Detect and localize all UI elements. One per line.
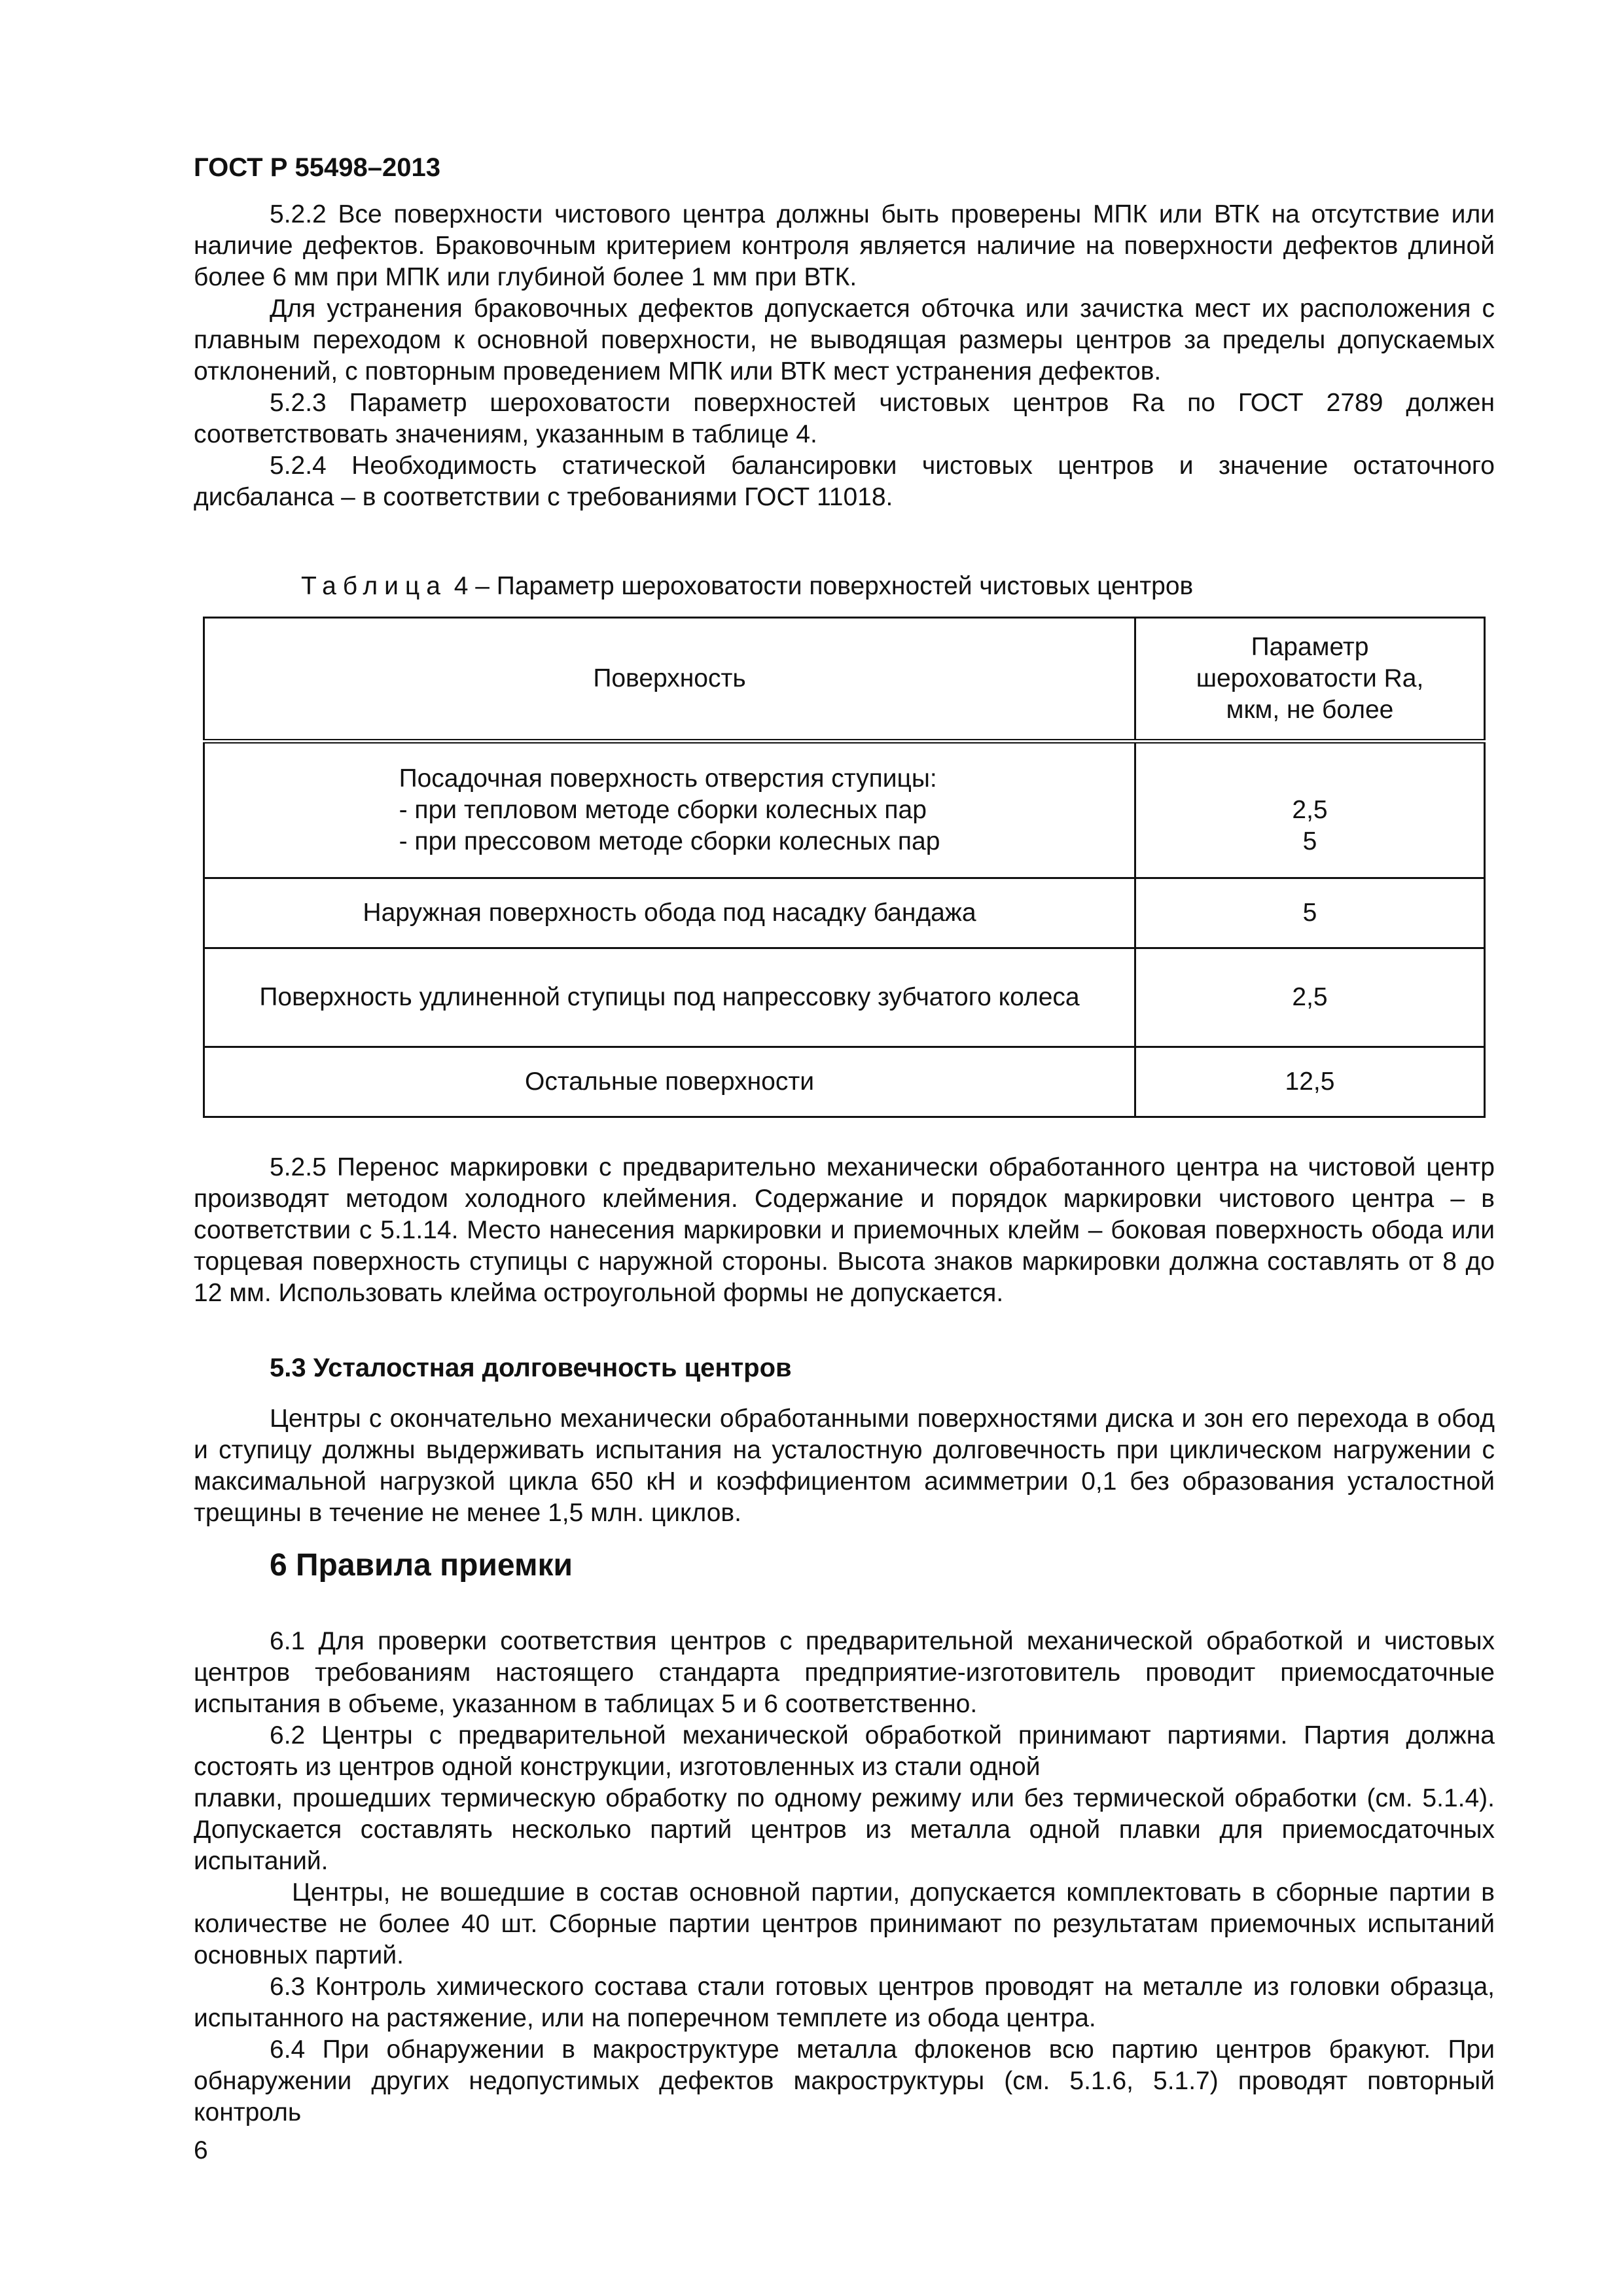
section-5-2-text <box>194 199 1495 513</box>
paragraph-6-2-combined-lots: Центры, не вошедшие в состав основной партии, допускается комплектовать в сборные партии в количестве не более 40 шт. Сборные партии центров принимают по результатам приемочных испытаний основных партий. <box>194 1878 1495 1969</box>
paragraph-defect-removal: Для устранения браковочных дефектов допускается обточка или зачистка мест их расположения с плавным переходом к основной поверхности, не выводящая размеры центров за пределы допускаемых отклонений, с повторным проведением МПК или ВТК мест устранения дефектов. <box>194 295 1495 386</box>
roughness-table <box>203 617 1486 1118</box>
value-cell <box>1135 742 1485 878</box>
surface-cell: Поверхность удлиненной ступицы под напрессовку зубчатого колеса <box>204 948 1135 1047</box>
table-caption-word: Таблица <box>301 572 447 600</box>
paragraph-5-3: Центры с окончательно механически обработанными поверхностями диска и зон его перехода в обод и ступицу должны выдерживать испытания на усталостную долговечность при циклическом нагружении с максимальной нагрузкой цикла 650 кН и коэффициентом асимметрии 0,1 без образования усталостной трещины в течение не менее 1,5 млн. циклов. <box>194 1405 1495 1527</box>
paragraph-5-2-5: 5.2.5 Перенос маркировки с предварительно механически обработанного центра на чистовой центр производят методом холодного клеймения. Содержание и порядок маркировки чистового центра – в соответствии с 5.1.14. Место нанесения маркировки и приемочных клейм – боковая поверхность обода или торцевая поверхность ступицы с наружной стороны. Высота знаков маркировки должна составлять от 8 до 12 мм. Использовать клейма остроугольной формы не допускается. <box>194 1153 1495 1307</box>
surface-cell-lines <box>399 763 940 857</box>
section-5-3-text <box>194 1403 1495 1529</box>
table-caption-text: 4 – Параметр шероховатости поверхностей чистовых центров <box>446 572 1194 600</box>
table-row <box>204 1047 1485 1117</box>
header-surface: Поверхность <box>204 618 1135 742</box>
value-cell: 2,5 <box>1135 948 1485 1047</box>
paragraph-5-2-4: 5.2.4 Необходимость статической балансировки чистовых центров и значение остаточного дисбаланса – в соответствии с требованиями ГОСТ 11018. <box>194 452 1495 511</box>
value-cell: 5 <box>1135 878 1485 948</box>
paragraph-6-3: 6.3 Контроль химического состава стали готовых центров проводят на металле из головки образца, испытанного на растяжение, или на поперечном темплете из обода центра. <box>194 1973 1495 2032</box>
surface-cell <box>204 742 1135 878</box>
table-header-row <box>204 618 1485 742</box>
paragraph-6-1: 6.1 Для проверки соответствия центров с предварительной механической обработкой и чистовых центров требованиям настоящего стандарта предприятие-изготовитель проводит приемосдаточные испытания в объеме, указанном в таблицах 5 и 6 соответственно. <box>194 1627 1495 1718</box>
header-param-line-3: мкм, не более <box>1226 696 1394 724</box>
value-cell: 12,5 <box>1135 1047 1485 1117</box>
section-6-text <box>194 1626 1495 2128</box>
value-line: 5 <box>1302 827 1317 855</box>
surface-cell: Остальные поверхности <box>204 1047 1135 1117</box>
header-roughness-parameter <box>1135 618 1485 742</box>
value-line: 2,5 <box>1292 796 1328 824</box>
section-6-heading: 6 Правила приемки <box>270 1548 573 1583</box>
paragraph-6-2: 6.2 Центры с предварительной механической обработкой принимают партиями. Партия должна состоять из центров одной конструкции, изготовленных из стали одной <box>194 1721 1495 1781</box>
header-param-line-1: Параметр <box>1251 633 1369 661</box>
section-5-2-5-text <box>194 1152 1495 1309</box>
header-param-line-2: шероховатости Ra, <box>1196 664 1424 692</box>
surface-cell: Наружная поверхность обода под насадку бандажа <box>204 878 1135 948</box>
table-row <box>204 948 1485 1047</box>
section-5-3-heading: 5.3 Усталостная долговечность центров <box>270 1354 792 1382</box>
table-row <box>204 878 1485 948</box>
surface-line: Посадочная поверхность отверстия ступицы: <box>399 764 937 793</box>
table-4-caption <box>301 571 1193 602</box>
surface-line: - при прессовом методе сборки колесных пар <box>399 827 940 855</box>
document-code-header: ГОСТ Р 55498–2013 <box>194 153 440 182</box>
paragraph-6-4: 6.4 При обнаружении в макроструктуре металла флокенов всю партию центров бракуют. При обнаружении других недопустимых дефектов макроструктуры (см. 5.1.6, 5.1.7) проводят повторный контроль <box>194 2036 1495 2126</box>
paragraph-5-2-3: 5.2.3 Параметр шероховатости поверхностей чистовых центров Ra по ГОСТ 2789 должен соответствовать значениям, указанным в таблице 4. <box>194 389 1495 448</box>
paragraph-5-2-2: 5.2.2 Все поверхности чистового центра должны быть проверены МПК или ВТК на отсутствие или наличие дефектов. Браковочным критерием контроля является наличие на поверхности дефектов длиной более 6 мм при МПК или глубиной более 1 мм при ВТК. <box>194 200 1495 291</box>
table-row <box>204 742 1485 878</box>
paragraph-6-2-continued: плавки, прошедших термическую обработку по одному режиму или без термической обработки (см. 5.1.4). Допускается составлять несколько партий центров из металла одной плавки для приемосдаточных испытаний. <box>194 1784 1495 1875</box>
surface-line: - при тепловом методе сборки колесных пар <box>399 796 927 824</box>
page-number: 6 <box>194 2136 208 2164</box>
